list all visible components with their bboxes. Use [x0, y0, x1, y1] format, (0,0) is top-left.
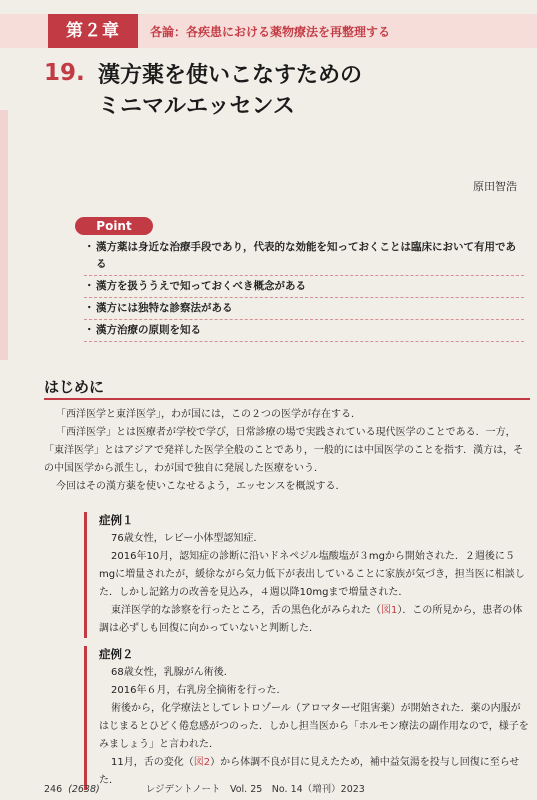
page-number: 246: [44, 784, 63, 795]
figure-reference-link: 図1: [381, 605, 398, 616]
case-block-2: [84, 646, 530, 790]
case-heading: 症例２: [99, 647, 134, 661]
point-item: ・ 漢方治療の原則を知る: [84, 320, 524, 342]
page-footer: [44, 781, 365, 795]
case-paragraph: 2016年６月，右乳房全摘術を行った．: [111, 685, 287, 696]
intro-paragraph: 「西洋医学」とは医療者が学校で学び，日常診療の場で実践されている現代医学のことである．一方，「東洋医学」とはアジアで発祥した医学全般のことであり，一般的には中国医学のことを指す．漢方は，その中国医学から派生し，わが国で独自に発展した医療をいう．: [44, 427, 524, 474]
point-item: ・ 漢方には独特な診察法がある: [84, 298, 524, 320]
chapter-subtitle: 各論：各疾患における薬物療法を再整理する: [150, 25, 391, 39]
case-paragraph: 術後から，化学療法としてレトロゾール（アロマターゼ阻害薬）が開始された．薬の内服がはじまるとひどく倦怠感がつのった．しかし担当医から「ホルモン療法の副作用なので，様子をみましょう」と言われた．: [99, 703, 529, 750]
case-paragraph: 76歳女性，レビー小体型認知症．: [111, 533, 264, 544]
case-text: ）から体調不良が目に見えたため，補中益気湯を投与し回復に至らせた．: [99, 757, 520, 786]
article-title: [98, 60, 362, 122]
case-text: 11月，舌の変化（: [111, 757, 194, 768]
intro-paragraph: 今回はその漢方薬を使いこなせるよう，エッセンスを概説する．: [56, 481, 346, 492]
point-badge: Point: [75, 217, 153, 235]
point-list: [84, 237, 524, 342]
intro-paragraph: 「西洋医学と東洋医学」，わが国には，この２つの医学が存在する．: [56, 409, 361, 420]
point-item: ・ 漢方を扱ううえで知っておくべき概念がある: [84, 276, 524, 298]
section-divider: [44, 398, 530, 400]
journal-info: レジデントノート Vol. 25 No. 14（増刊）2023: [145, 784, 365, 795]
case-heading: 症例１: [99, 513, 134, 527]
figure-reference-link: 図2: [193, 757, 211, 768]
article-title-line-2: ミニマルエッセンス: [98, 94, 295, 119]
chapter-label: 第２章: [48, 14, 138, 48]
case-block-1: [84, 512, 530, 638]
page-number-alt: (2638): [68, 784, 100, 795]
author-name: 原田智浩: [473, 180, 517, 193]
case-text: 東洋医学的な診察を行ったところ，舌の黒色化がみられた（: [111, 605, 381, 616]
case-paragraph: 68歳女性，乳腺がん術後．: [111, 667, 234, 678]
case-text: ）．この所見から，患者の体調は必ずしも回復に向かっていないと判断した．: [99, 605, 523, 634]
article-number: 19.: [44, 60, 85, 86]
side-tab-strip: [0, 110, 8, 360]
section-heading-intro: はじめに: [44, 378, 105, 396]
article-title-line-1: 漢方薬を使いこなすための: [98, 63, 363, 88]
case-paragraph: [99, 602, 530, 638]
point-item: ・ 漢方薬は身近な治療手段であり，代表的な効能を知っておくことは臨床において有用である: [84, 237, 524, 276]
intro-body: [44, 406, 530, 496]
case-paragraph: 2016年10月，認知症の診断に沿いドネペジル塩酸塩が３mgから開始された．２週後に５mgに増量されたが，緩徐ながら気力低下が表出していることに家族が気づき，担当医に相談した．しかし記銘力の改善を見込み，４週以降10mgまで増量された．: [99, 551, 525, 598]
